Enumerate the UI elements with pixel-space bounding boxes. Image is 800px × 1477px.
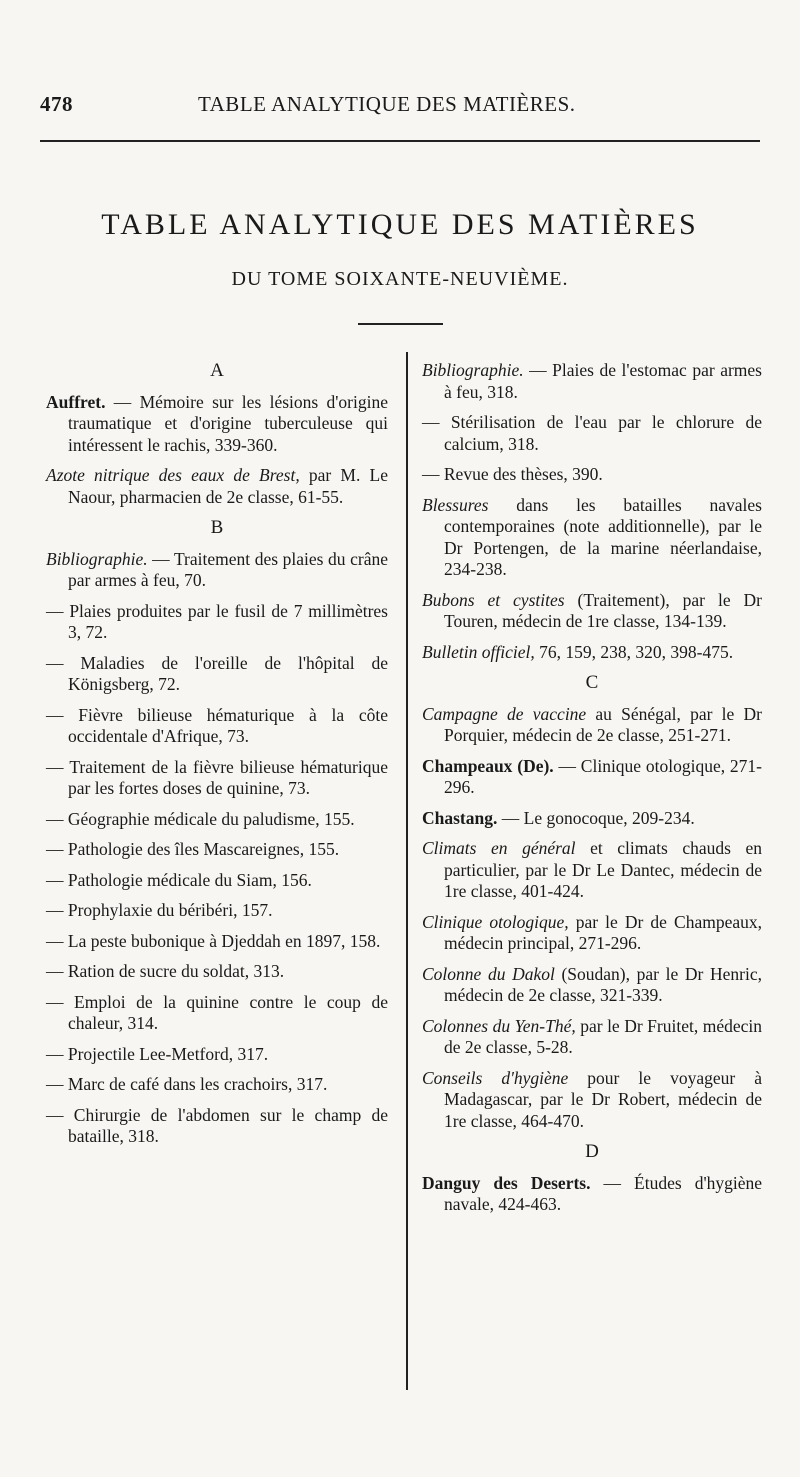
entry-text: par le Dr Fruitet, médecin de 2e classe, 5-28. (444, 1015, 762, 1057)
index-entry (46, 653, 388, 696)
index-entry (422, 808, 762, 830)
entry-headword: Colonne du Dakol (422, 963, 555, 984)
index-entry (46, 601, 388, 644)
entry-headword: Colonnes du Yen-Thé, (422, 1015, 576, 1036)
entry-text: — Le gonocoque, 209-234. (497, 807, 695, 828)
entry-headword: Bibliographie. (422, 360, 524, 380)
entry-text: — Ration de sucre du soldat, 313. (46, 961, 285, 981)
entry-headword: Azote nitrique des eaux de Brest, (46, 465, 300, 485)
index-entry (422, 1068, 762, 1133)
page-title: TABLE ANALYTIQUE DES MATIÈRES (101, 208, 699, 241)
entry-headword: Campagne de vaccine (422, 703, 587, 724)
index-entry (46, 870, 388, 892)
section-letter: B (210, 517, 224, 538)
left-column (46, 360, 388, 1157)
entry-text: par M. Le Naour, pharmacien de 2e classe, 61-55. (68, 465, 388, 507)
index-entry (46, 1074, 388, 1096)
entry-headword: Clinique otologique, (422, 911, 569, 932)
entry-text: — Clinique otologique, 271-296. (444, 755, 762, 797)
index-entry (422, 704, 762, 747)
index-entry (46, 465, 388, 508)
page-subtitle: DU TOME SOIXANTE-NEUVIÈME. (231, 268, 569, 290)
section-letter: C (585, 672, 599, 693)
entry-headword: Champeaux (De). (422, 755, 554, 776)
entry-text: par le Dr de Champeaux, médecin principal, 271-296. (444, 911, 762, 953)
entry-headword: Danguy des Deserts. (422, 1172, 591, 1193)
entry-text: pour le voyageur à Madagascar, par le Dr Robert, médecin de 1re classe, 464-470. (444, 1067, 762, 1131)
index-entry (46, 961, 388, 983)
entry-headword: Conseils d'hygiène (422, 1067, 569, 1088)
column-divider (406, 352, 408, 1390)
section-letter: A (210, 360, 224, 381)
index-entry (422, 642, 762, 664)
entry-text: — Projectile Lee-Metford, 317. (46, 1043, 269, 1064)
index-entry (422, 756, 762, 799)
entry-text: (Traitement), par le Dr Touren, médecin de 1re classe, 134-139. (444, 589, 763, 631)
title-rule (358, 323, 443, 325)
index-entry (422, 412, 762, 455)
entry-headword: Blessures (422, 494, 489, 515)
index-entry (422, 1016, 762, 1059)
index-entry (46, 757, 388, 800)
running-title: TABLE ANALYTIQUE DES MATIÈRES. (198, 92, 576, 116)
index-entry (422, 495, 762, 581)
index-entry (422, 838, 762, 903)
entry-text: — Prophylaxie du béribéri, 157. (46, 900, 273, 920)
entry-text: — Chirurgie de l'abdomen sur le champ de bataille, 318. (46, 1104, 388, 1146)
entry-text: — Géographie médicale du paludisme, 155. (46, 808, 355, 829)
index-entry (46, 1044, 388, 1066)
entry-text: — La peste bubonique à Djeddah en 1897, 158. (46, 930, 381, 951)
entry-text: — Pathologie médicale du Siam, 156. (46, 869, 312, 890)
index-entry (46, 705, 388, 748)
entry-text: — Études d'hygiène navale, 424-463. (444, 1172, 762, 1214)
index-entry (46, 839, 388, 861)
index-entry (422, 1173, 762, 1216)
entry-headword: Climats en général (422, 838, 576, 858)
index-entry (46, 549, 388, 592)
index-entry (46, 992, 388, 1035)
entry-text: dans les batailles navales contemporaines (note additionnelle), par le Dr Portengen, de la marine néerlandaise, 234-238. (444, 494, 762, 579)
entry-text: 76, 159, 238, 320, 398-475. (534, 641, 734, 662)
entry-text: — Fièvre bilieuse hématurique à la côte occidentale d'Afrique, 73. (46, 704, 388, 746)
header-rule (40, 140, 760, 142)
index-entry (46, 931, 388, 953)
entry-text: — Traitement de la fièvre bilieuse hématurique par les fortes doses de quinine, 73. (46, 756, 388, 798)
index-entry (46, 1105, 388, 1148)
right-column (422, 360, 762, 1225)
entry-text: — Stérilisation de l'eau par le chlorure de calcium, 318. (422, 412, 762, 454)
entry-text: — Mémoire sur les lésions d'origine traumatique et d'origine tuberculeuse qui intéressent le rachis, 339-360. (68, 391, 388, 455)
index-entry (46, 900, 388, 922)
entry-text: — Traitement des plaies du crâne par armes à feu, 70. (68, 548, 388, 590)
entry-text: au Sénégal, par le Dr Porquier, médecin de 2e classe, 251-271. (444, 703, 762, 745)
index-entry (422, 590, 762, 633)
section-letter: D (585, 1141, 599, 1162)
index-entry (422, 912, 762, 955)
entry-text: — Plaies produites par le fusil de 7 millimètres 3, 72. (46, 600, 388, 642)
entry-text: (Soudan), par le Dr Henric, médecin de 2e classe, 321-339. (444, 963, 762, 1005)
entry-text: — Maladies de l'oreille de l'hôpital de Königsberg, 72. (46, 652, 388, 694)
running-header (40, 92, 760, 122)
entry-text: — Pathologie des îles Mascareignes, 155. (46, 839, 340, 859)
entry-text: et climats chauds en particulier, par le Dr Le Dantec, médecin de 1re classe, 401-424. (444, 838, 762, 901)
entry-headword: Auffret. (46, 391, 106, 412)
entry-headword: Bulletin officiel, (422, 641, 535, 662)
entry-headword: Chastang. (422, 807, 498, 828)
index-entry (46, 809, 388, 831)
entry-headword: Bibliographie. (46, 548, 148, 569)
index-entry (422, 464, 762, 486)
index-entry (422, 360, 762, 403)
page-number: 478 (40, 92, 73, 116)
entry-text: — Emploi de la quinine contre le coup de chaleur, 314. (46, 991, 388, 1033)
index-entry (422, 964, 762, 1007)
index-entry (46, 392, 388, 457)
entry-headword: Bubons et cystites (422, 589, 565, 610)
entry-text: — Revue des thèses, 390. (422, 464, 603, 484)
entry-text: — Marc de café dans les crachoirs, 317. (46, 1074, 328, 1094)
entry-text: — Plaies de l'estomac par armes à feu, 318. (444, 360, 762, 402)
